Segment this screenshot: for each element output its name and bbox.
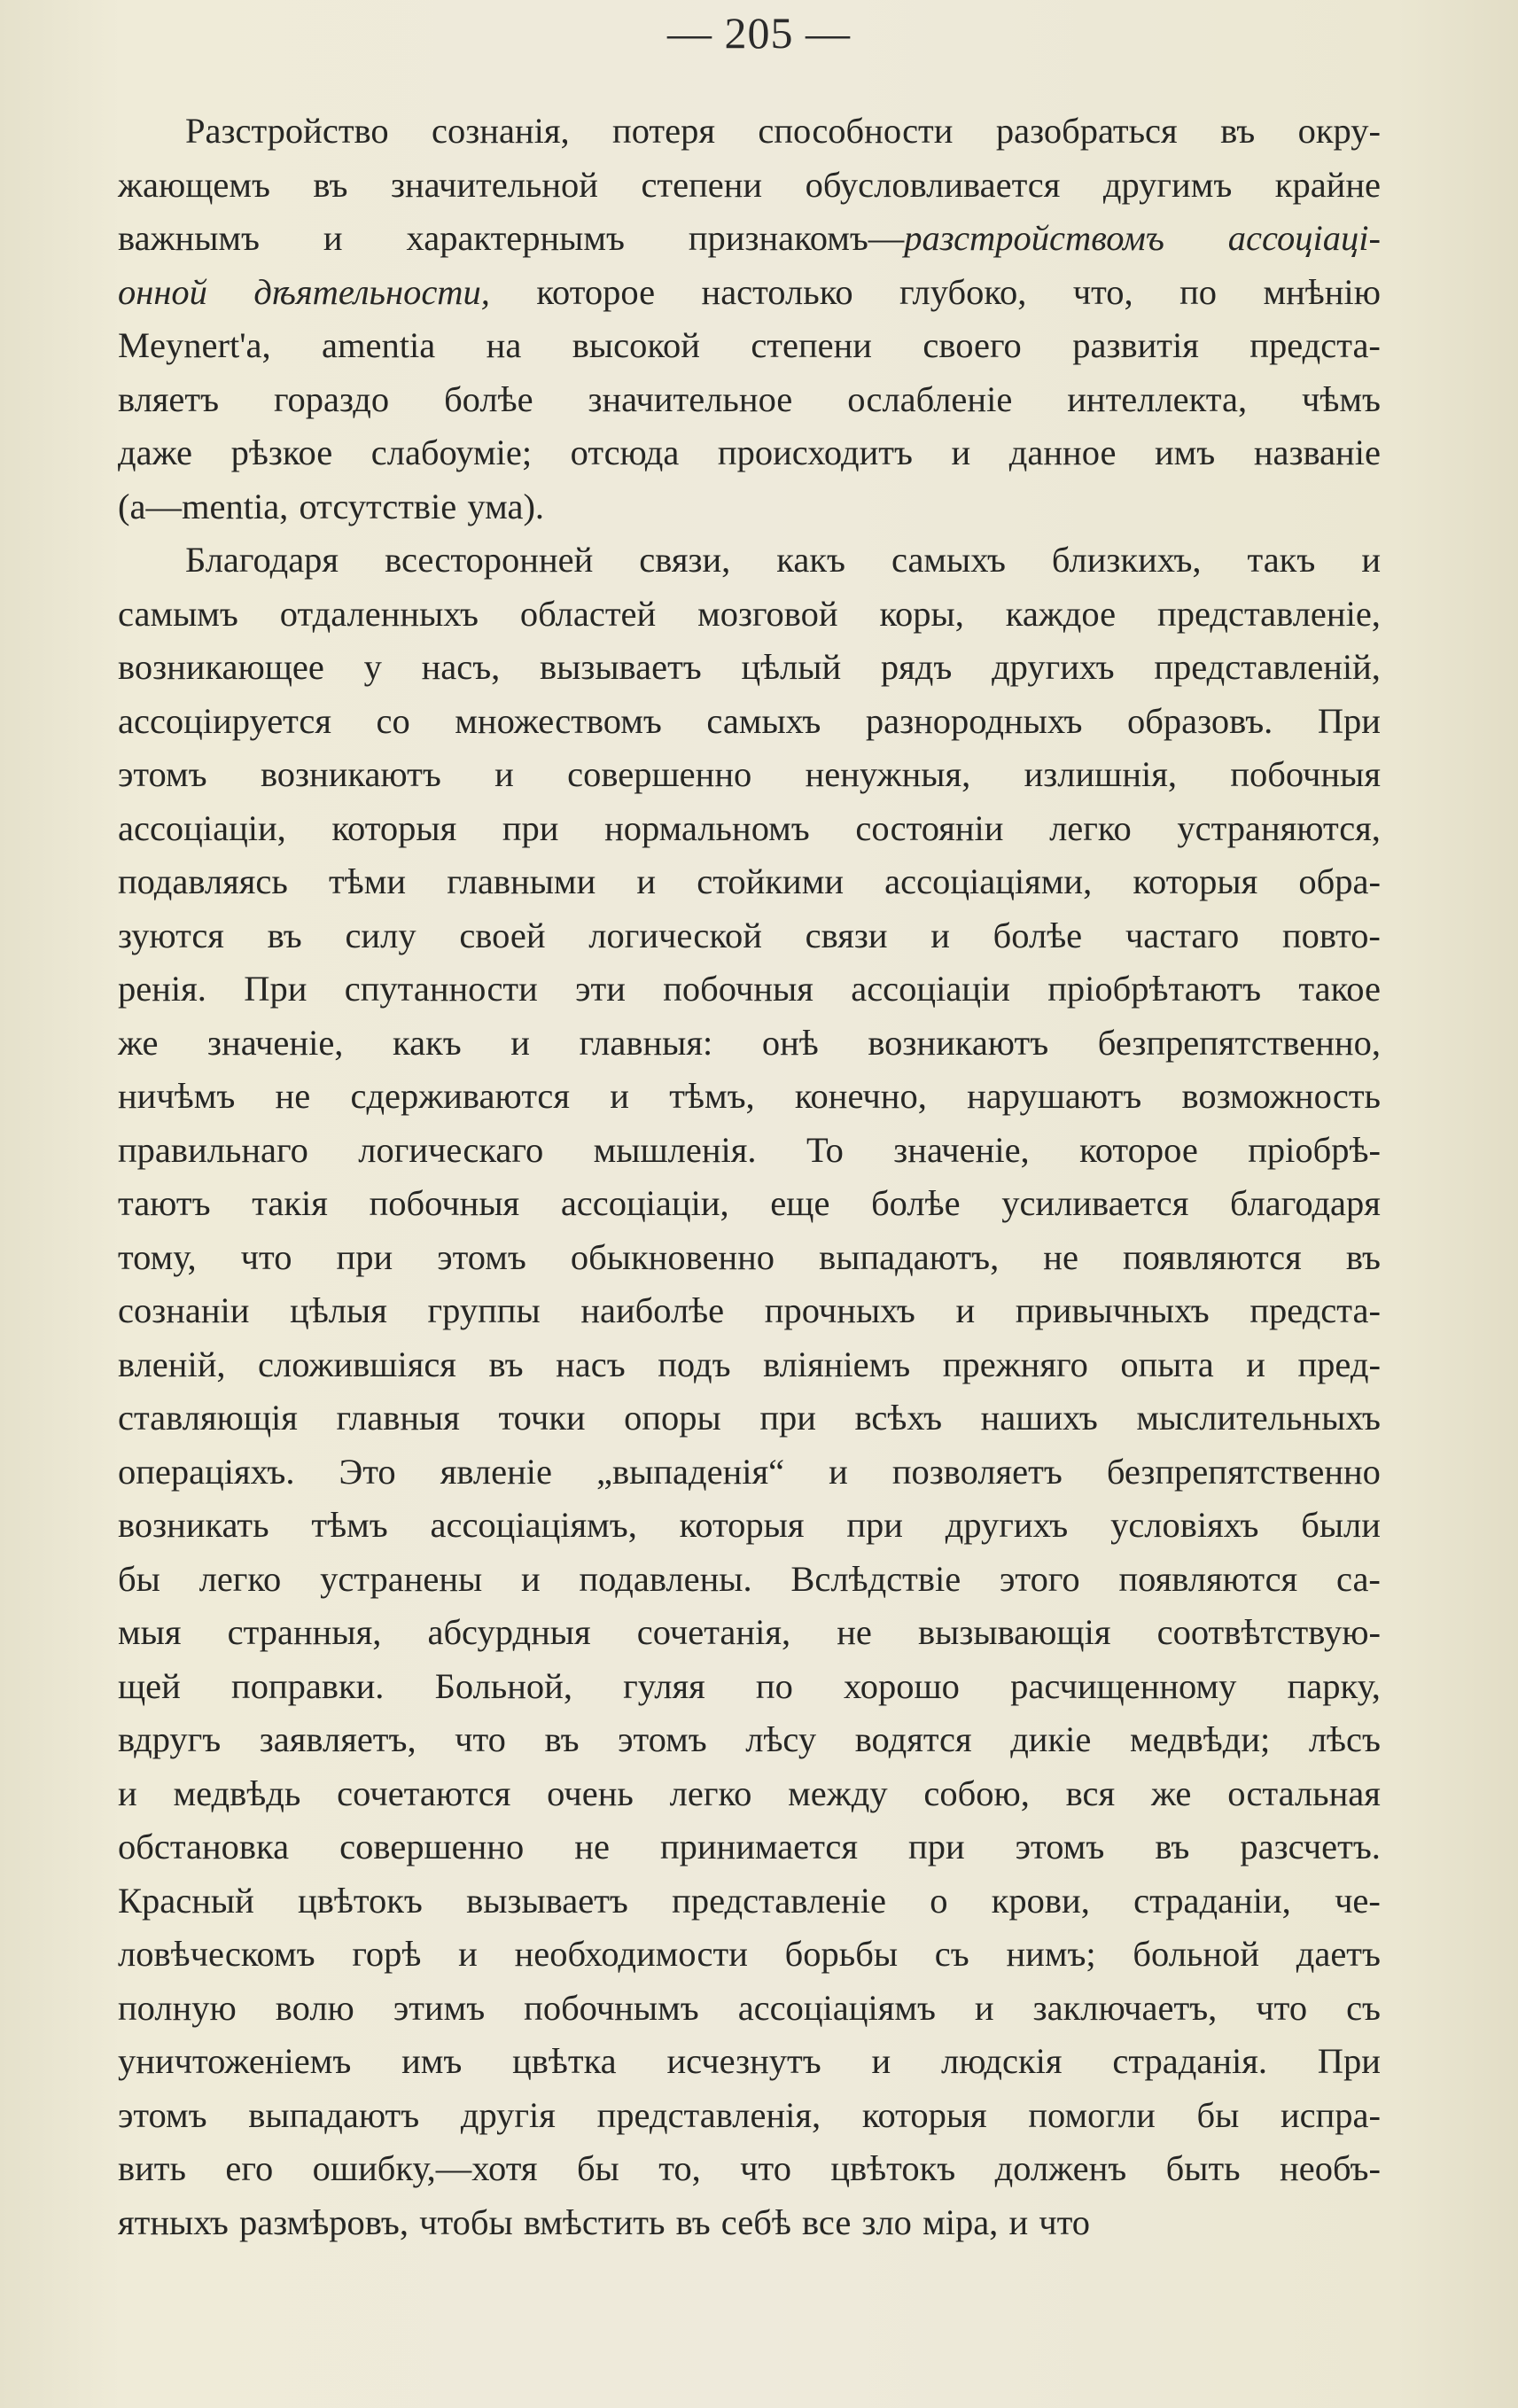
text-line: зуются въ силу своей логической связи и болѣе частаго повто- (118, 915, 1381, 955)
text-line: ятныхъ размѣровъ, чтобы вмѣстить въ себѣ все зло міра, и что (118, 2201, 1091, 2242)
text-line: сознаніи цѣлыя группы наиболѣе прочныхъ и привычныхъ предста- (118, 1290, 1381, 1330)
paragraph (118, 534, 1381, 2249)
text-line: Красный цвѣтокъ вызываетъ представленіе о крови, страданіи, че- (118, 1880, 1381, 1921)
text-line: бы легко устранены и подавлены. Вслѣдствіе этого появляются са- (118, 1558, 1381, 1599)
body-text (118, 105, 1381, 2249)
text-line: этомъ выпадаютъ другія представленія, которыя помогли бы испра- (118, 2094, 1381, 2135)
text-line: ренія. При спутанности эти побочныя ассоціаціи пріобрѣтаютъ такое (118, 969, 1381, 1009)
text-line: ассоціаціи, которыя при нормальномъ состояніи легко устраняются, (118, 807, 1381, 848)
text-line: Meynert'a, amentia на высокой степени своего развитія предста- (118, 325, 1381, 365)
text-line: (a—mentia, отсутствіе ума). (118, 486, 545, 526)
text-line: этомъ возникаютъ и совершенно ненужныя, излишнія, побочныя (118, 754, 1381, 794)
text-line: уничтоженіемъ имъ цвѣтка исчезнутъ и людскія страданія. При (118, 2041, 1381, 2081)
text-line: щей поправки. Больной, гуляя по хорошо расчищенному парку, (118, 1665, 1381, 1706)
text-line: обстановка совершенно не принимается при этомъ въ разсчетъ. (118, 1827, 1381, 1866)
text-line: ставляющія главныя точки опоры при всѣхъ нашихъ мыслительныхъ (118, 1398, 1381, 1438)
text-line: возникающее у насъ, вызываетъ цѣлый рядъ другихъ представленій, (118, 647, 1381, 687)
page-number: — 205 — (667, 8, 851, 58)
text-line: тому, что при этомъ обыкновенно выпадаютъ, не появляются въ (118, 1236, 1381, 1277)
text-line: правильнаго логическаго мышленія. То значеніе, которое пріобрѣ- (118, 1129, 1381, 1170)
text-line: вдругъ заявляетъ, что въ этомъ лѣсу водятся дикіе медвѣди; лѣсъ (118, 1719, 1381, 1759)
text-line: онной дѣятельности, которое настолько глубоко, что, по мнѣнію (118, 271, 1381, 312)
text-line: подавляясь тѣми главными и стойкими ассоціаціями, которыя обра- (118, 861, 1381, 901)
text-line: возникать тѣмъ ассоціаціямъ, которыя при другихъ условіяхъ были (118, 1505, 1381, 1545)
text-line: операціяхъ. Это явленіе „выпаденія“ и позволяетъ безпрепятственно (118, 1451, 1381, 1492)
text-line: и медвѣдь сочетаются очень легко между собою, вся же остальная (118, 1773, 1381, 1813)
text-line: вить его ошибку,—хотя бы то, что цвѣтокъ долженъ быть необъ- (118, 2148, 1381, 2188)
text-line: ловѣческомъ горѣ и необходимости борьбы съ нимъ; больной даетъ (118, 1934, 1381, 1974)
text-line: даже рѣзкое слабоуміе; отсюда происходитъ и данное имъ названіе (118, 433, 1381, 472)
text-line: самымъ отдаленныхъ областей мозговой коры, каждое представленіе, (118, 593, 1381, 634)
text-line: жающемъ въ значительной степени обусловливается другимъ крайне (118, 164, 1381, 205)
paragraph (118, 105, 1381, 534)
text-line: вляетъ гораздо болѣе значительное ослабленіе интеллекта, чѣмъ (118, 378, 1381, 419)
text-line: же значеніе, какъ и главныя: онѣ возникаютъ безпрепятственно, (118, 1022, 1381, 1063)
text-line: таютъ такія побочныя ассоціаціи, еще болѣе усиливается благодаря (118, 1183, 1381, 1223)
text-line: мыя странныя, абсурдныя сочетанія, не вызывающія соотвѣтствую- (118, 1612, 1381, 1652)
text-line: вленій, сложившіяся въ насъ подъ вліяніемъ прежняго опыта и пред- (118, 1344, 1381, 1384)
text-line: ассоціируется со множествомъ самыхъ разнородныхъ образовъ. При (118, 700, 1381, 741)
text-line: полную волю этимъ побочнымъ ассоціаціямъ и заключаетъ, что съ (118, 1987, 1381, 2028)
text-line: Благодаря всесторонней связи, какъ самыхъ близкихъ, такъ и (185, 540, 1381, 580)
text-line: важнымъ и характернымъ признакомъ—разстройствомъ ассоціаці- (118, 218, 1381, 258)
text-line: ничѣмъ не сдерживаются и тѣмъ, конечно, нарушаютъ возможность (118, 1076, 1381, 1116)
text-line: Разстройство сознанія, потеря способности разобраться въ окру- (185, 111, 1381, 151)
